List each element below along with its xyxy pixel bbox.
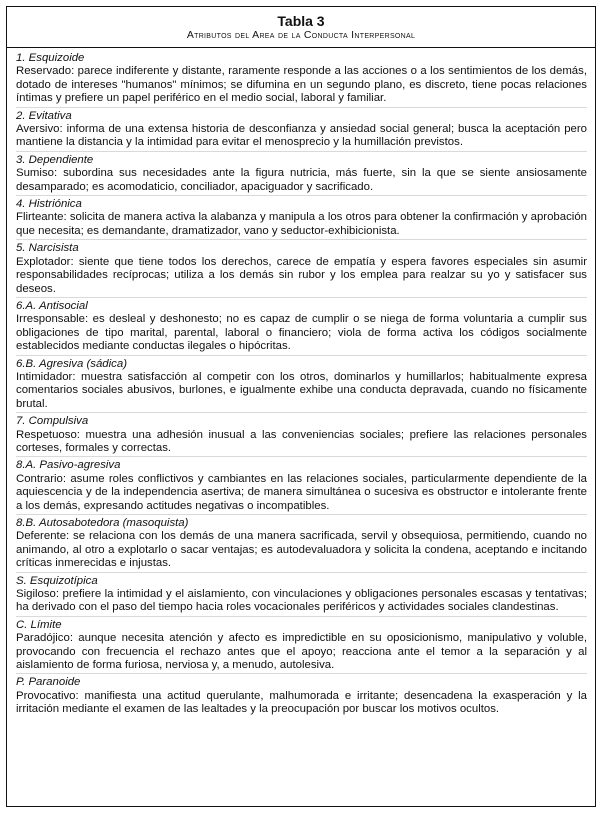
entry-description: Respetuoso: muestra una adhesión inusual a las conveniencias sociales; prefiere las relaciones personales corteses, formales y correctas.	[16, 428, 587, 454]
entry-heading: 6.A. Antisocial	[16, 299, 88, 312]
entry-heading: P. Paranoide	[16, 676, 81, 689]
entry-description: Provocativo: manifiesta una actitud querulante, malhumorada e irritante; desencadena la exasperación y la irritación mediante el examen de las lealtades y la preocupación por buscar los motivos ocultos.	[16, 689, 587, 716]
entry-heading: 6.B. Agresiva (sádica)	[16, 357, 127, 370]
entry-description: Sumiso: subordina sus necesidades ante la figura nutricia, más fuerte, sin la que se siente ansiosamente desamparado; es acomodaticio, conciliador, apaciguador y sacrificado.	[16, 167, 587, 193]
list-item	[16, 412, 587, 455]
entry-heading: 7. Compulsiva	[16, 415, 89, 428]
list-item	[16, 673, 587, 716]
table-frame	[6, 6, 596, 807]
list-item	[16, 514, 587, 571]
entry-description: Contrario: asume roles conflictivos y cambiantes en las relaciones sociales, particularmente dependiente de la aquiescencia y de la independencia asertiva; de manera simultánea o sucesiva es obstructor e intolerante frente a los demás, expresando actitudes negativas o incompatibles.	[16, 472, 587, 512]
entry-heading: 2. Evitativa	[16, 109, 72, 122]
entry-description: Intimidador: muestra satisfacción al competir con los otros, dominarlos y humillarlos; habitualmente expresa comentarios sociales abusivos, burlones, e igualmente exhibe una conducta depravada, cuando no físicamente brutal.	[16, 370, 587, 410]
entry-description: Reservado: parece indiferente y distante, raramente responde a las acciones o a los sentimientos de los demás, dotado de intereses "humanos" mínimos; se difumina en un segundo plano, es discreto, tiene pocas relaciones íntimas y prefiere un papel periférico en el medio social, laboral y familiar.	[16, 65, 587, 105]
entry-description: Paradójico: aunque necesita atención y afecto es impredictible en su oposicionismo, manipulativo y voluble, provocando con frecuencia el rechazo antes que el apoyo; reacciona ante el temor a la separación y al aislamiento de forma furiosa, nerviosa y, a menudo, autolesiva.	[16, 632, 587, 672]
entry-heading: 4. Histriónica	[16, 198, 82, 211]
entry-description: Deferente: se relaciona con los demás de una manera sacrificada, servil y obsequiosa, permitiendo, cuando no animando, al otro a explotarlo o sacar ventajas; es autodevaluadora y solicita la condena, aceptando e incitando críticas inmerecidas e injustas.	[16, 530, 587, 570]
list-item	[16, 50, 587, 106]
list-item	[16, 456, 587, 513]
entry-heading: 3. Dependiente	[16, 153, 94, 166]
entry-description: Aversivo: informa de una extensa historia de desconfianza y ansiedad social general; busca la aceptación pero mantiene la distancia y la intimidad para evitar el menosprecio y la humillación previstos.	[16, 123, 587, 149]
entry-description: Explotador: siente que tiene todos los derechos, carece de empatía y espera favores especiales sin asumir responsabilidades recíprocas; utiliza a los demás sin rubor y los emplea para realzar su yo y satisfacer sus deseos.	[16, 255, 587, 295]
entry-heading: 5. Narcisista	[16, 242, 79, 255]
table-header	[7, 7, 595, 48]
entry-description: Flirteante: solicita de manera activa la alabanza y manipula a los otros para obtener la confirmación y aprobación que necesita; es demandante, dramatizador, vano y seductor-exhibicionista.	[16, 211, 587, 237]
list-item	[16, 151, 587, 194]
entry-heading: C. Límite	[16, 618, 62, 631]
list-item	[16, 195, 587, 238]
list-item	[16, 616, 587, 673]
entry-description: Irresponsable: es desleal y deshonesto; no es capaz de cumplir o se niega de forma voluntaria a cumplir sus obligaciones de tipo marital, parental, laboral o financiero; viola de forma activa los códigos socialmente establecidos mediante conductas ilegales o hipócritas.	[16, 313, 587, 353]
list-item	[16, 572, 587, 615]
entry-heading: S. Esquizotípica	[16, 574, 98, 587]
entry-heading: 8.B. Autosabotedora (masoquista)	[16, 517, 189, 529]
table-subtitle: Atributos del Area de la Conducta Interpersonal	[186, 29, 416, 41]
entry-description: Sigiloso: prefiere la intimidad y el aislamiento, con vinculaciones y obligaciones personales escasas y tentativas; ha derivado con el paso del tiempo hacia roles vocacionales periféricos y actividades sociales clandestinas.	[16, 588, 587, 614]
list-item	[16, 297, 587, 354]
table-title: Tabla 3	[277, 13, 325, 29]
list-item	[16, 107, 587, 150]
list-item	[16, 239, 587, 296]
list-item	[16, 355, 587, 412]
entry-heading: 8.A. Pasivo-agresiva	[16, 459, 121, 472]
entry-list	[7, 48, 595, 717]
entry-heading: 1. Esquizoide	[16, 52, 85, 64]
